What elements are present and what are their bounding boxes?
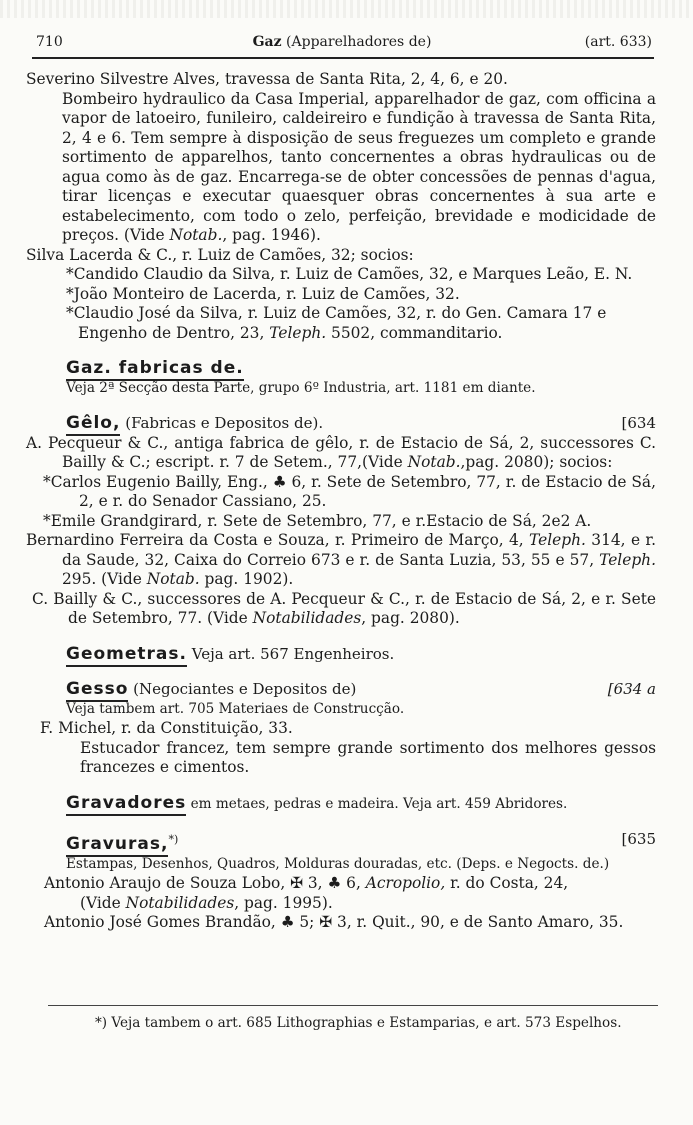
section-heading: Gesso	[66, 679, 128, 702]
section-heading: Gaz. fabricas de.	[66, 358, 244, 381]
section-heading: Gravadores	[66, 793, 186, 816]
running-title	[32, 34, 652, 50]
bernardino-teleph2: Teleph.	[599, 550, 656, 569]
scan-edge	[0, 0, 693, 18]
section-gelo	[26, 414, 656, 629]
gelo-bailly	[32, 590, 656, 629]
gelo-bernardino	[26, 531, 656, 590]
running-title-rest: (Apparelhadores de)	[281, 34, 432, 50]
gelo-sub: (Fabricas e Depositos de).	[120, 414, 324, 432]
socio-claudio-teleph: Teleph.	[269, 323, 327, 342]
section-geometras	[26, 645, 656, 665]
section-gesso	[26, 680, 656, 778]
section-heading: Gêlo,	[66, 413, 120, 436]
bernardino-teleph1: Teleph.	[529, 531, 586, 549]
socio-claudio-cont	[78, 324, 656, 344]
gelo-pecqueur	[26, 434, 656, 473]
article-ref: (art. 633)	[584, 34, 652, 50]
gravuras-brandao: Antonio José Gomes Brandão, ♣ 5; ✠ 3, r. Quit., 90, e de Santo Amaro, 35.	[44, 913, 624, 931]
bailly-end: , pag. 2080).	[361, 609, 460, 627]
gelo-pecqueur-text: A. Pecqueur & C., antiga fabrica de gêlo, r. de Estacio de Sá, 2, successores C. Bailly & C.; escript. r. 7 de Setem., 77,(Vide	[26, 433, 656, 471]
entry-severino-desc	[26, 90, 656, 246]
gelo-socio-emile: *Emile Grandgirard, r. Sete de Setembro, 77, e r.Estacio de Sá, 2e2 A.	[43, 511, 592, 530]
gelo-article: [634	[621, 414, 656, 432]
page-content	[26, 70, 656, 933]
socio-claudio: *Claudio José da Silva, r. Luiz de Camões, 32, r. do Gen. Camara 17 e	[66, 304, 607, 322]
gravuras-araujo-cont	[80, 894, 656, 914]
gaz-fabricas-ref: Veja 2ª Secção desta Parte, grupo 6º Industria, art. 1181 em diante.	[66, 379, 536, 396]
gravuras-sub: Estampas, Desenhos, Quadros, Molduras douradas, etc. (Deps. e Negocts. de.)	[66, 855, 610, 872]
gesso-michel: F. Michel, r. da Constituição, 33.	[40, 719, 293, 737]
gelo-pecqueur-notab: Notab.	[407, 453, 461, 471]
bernardino-text: Bernardino Ferreira da Costa e Souza, r. Primeiro de Março, 4,	[26, 531, 530, 549]
bailly-text: C. Bailly & C., successores de A. Pecqueur & C., r. de Estacio de Sá, 2, e r. Sete de Setembro, 77. (Vide	[32, 589, 656, 627]
page-header	[32, 34, 652, 58]
gesso-michel-desc: Estucador francez, tem sempre grande sortimento dos melhores gessos francezes e cimentos.	[80, 738, 656, 776]
gesso-veja: Veja tambem art. 705 Materiaes de Construcção.	[66, 700, 405, 717]
bernardino-text2: 314, e r. da Saude, 32, Caixa do Correio 673 e r. de Santa Luzia, 53, 55 e 57,	[62, 531, 656, 569]
footnote: *) Veja tambem o art. 685 Lithographias e Estamparias, e art. 573 Espelhos.	[95, 1015, 622, 1031]
section-heading-row	[26, 680, 656, 700]
araujo-cont-end: , pag. 1995).	[234, 893, 333, 912]
severino-desc-end: , pag. 1946).	[222, 226, 321, 244]
section-heading-row	[26, 830, 656, 855]
araujo-end: r. do Costa, 24,	[445, 874, 569, 892]
section-gravuras	[26, 830, 656, 933]
bailly-notab: Notabilidades	[252, 609, 362, 627]
section-heading-row	[26, 414, 656, 434]
running-title-bold: Gaz	[252, 34, 282, 50]
araujo-cont-text: (Vide	[80, 893, 126, 912]
section-heading: Gravuras,	[66, 834, 168, 857]
section-heading-row	[26, 359, 656, 379]
gravuras-araujo	[44, 874, 656, 894]
geometras-ref: Veja art. 567 Engenheiros.	[186, 644, 395, 663]
entry-silva-lacerda: Silva Lacerda & C., r. Luiz de Camões, 32; socios:	[26, 245, 414, 264]
socio-claudio-cont-text: Engenho de Dentro, 23,	[78, 323, 270, 342]
gelo-socio-carlos: *Carlos Eugenio Bailly, Eng., ♣ 6, r. Sete de Setembro, 77, r. de Estacio de Sá, 2, e r. do Senador Cassiano, 25.	[43, 472, 656, 510]
footnote-rule	[48, 1005, 658, 1006]
araujo-text: Antonio Araujo de Souza Lobo, ✠ 3, ♣ 6,	[44, 874, 366, 892]
gravuras-article: [635	[621, 830, 656, 848]
bernardino-notab: Notab.	[146, 570, 200, 588]
page-number: 710	[36, 34, 63, 50]
section-gravadores	[26, 794, 656, 815]
araujo-acropolio: Acropolio,	[365, 874, 446, 892]
araujo-notab: Notabilidades	[125, 893, 235, 912]
section-heading: Geometras.	[66, 644, 187, 667]
socio-claudio-cont-end: 5502, commanditario.	[326, 323, 503, 342]
section-heading-row	[26, 794, 656, 815]
bernardino-end: pag. 1902).	[199, 570, 294, 588]
gelo-pecqueur-end: ,pag. 2080); socios:	[460, 453, 613, 471]
socio-joao: *João Monteiro de Lacerda, r. Luiz de Camões, 32.	[66, 284, 460, 303]
gesso-article: [634 a	[607, 680, 656, 698]
header-rule	[32, 57, 654, 59]
gravadores-ref: em metaes, pedras e madeira. Veja art. 459 Abridores.	[186, 795, 568, 812]
gesso-sub: (Negociantes e Depositos de)	[128, 680, 357, 698]
socio-candido: *Candido Claudio da Silva, r. Luiz de Camões, 32, e Marques Leão, E. N.	[66, 265, 633, 283]
section-gaz-fabricas	[26, 359, 656, 398]
gravuras-footnote-mark: *)	[168, 833, 179, 846]
entry-severino-name: Severino Silvestre Alves, travessa de Santa Rita, 2, 4, 6, e 20.	[26, 70, 508, 88]
section-heading-row	[26, 645, 656, 665]
severino-desc-text: Bombeiro hydraulico da Casa Imperial, apparelhador de gaz, com officina a vapor de latoeiro, funileiro, caldeireiro e fundição à travessa de Santa Rita, 2, 4 e 6. Tem sempre à disposição de seus freguezes um completo e grande sortimento de apparelhos, tanto concernentes a obras hydraulicas ou de agua como às de gaz. Encarrega-se de obter concessões de pennas d'agua, tirar licenças e executar quaesquer obras concernentes à sua arte e estabelecimento, com todo o zelo, perfeição, brevidade e modicidade de preços. (Vide	[62, 89, 656, 244]
severino-notab: Notab.	[169, 226, 223, 244]
bernardino-text3: 295. (Vide	[62, 570, 147, 588]
